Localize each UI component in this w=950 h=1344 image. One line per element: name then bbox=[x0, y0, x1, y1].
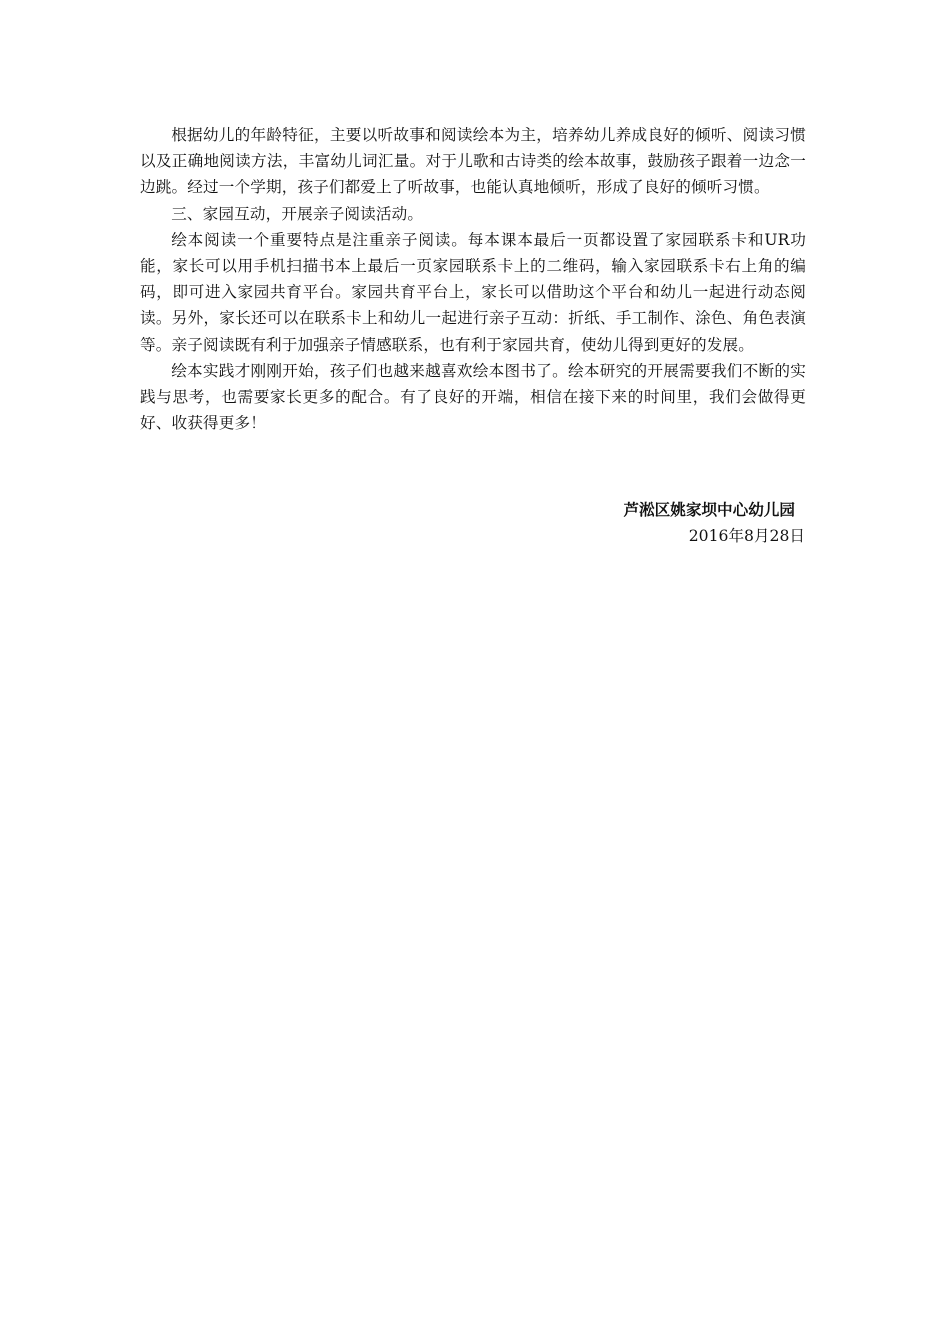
signature-date: 2016年8月28日 bbox=[688, 527, 805, 545]
paragraph-conclusion: 绘本实践才刚刚开始，孩子们也越来越喜欢绘本图书了。绘本研究的开展需要我们不断的实践与思考，也需要家长更多的配合。有了良好的开端，相信在接下来的时间里，我们会做得更好、收获得更多！ bbox=[140, 361, 806, 433]
signature-block bbox=[623, 497, 805, 549]
signature-organization: 芦淞区姚家坝中心幼儿园 bbox=[623, 500, 795, 519]
paragraph-parent-child-reading: 绘本阅读一个重要特点是注重亲子阅读。每本课本最后一页都设置了家园联系卡和UR功能，家长可以用手机扫描书本上最后一页家园联系卡上的二维码，输入家园联系卡右上角的编码，即可进入家园共育平台。家园共育平台上，家长可以借助这个平台和幼儿一起进行动态阅读。另外，家长还可以在联系卡上和幼儿一起进行亲子互动：折纸、手工制作、涂色、角色表演等。亲子阅读既有利于加强亲子情感联系，也有利于家园共育，使幼儿得到更好的发展。 bbox=[140, 230, 806, 354]
paragraph-reading-habits: 根据幼儿的年龄特征，主要以听故事和阅读绘本为主，培养幼儿养成良好的倾听、阅读习惯以及正确地阅读方法，丰富幼儿词汇量。对于儿歌和古诗类的绘本故事，鼓励孩子跟着一边念一边跳。经过一个学期，孩子们都爱上了听故事，也能认真地倾听，形成了良好的倾听习惯。 bbox=[140, 126, 806, 197]
section-heading-home-school: 三、家园互动，开展亲子阅读活动。 bbox=[171, 204, 424, 223]
document-body bbox=[140, 122, 806, 436]
